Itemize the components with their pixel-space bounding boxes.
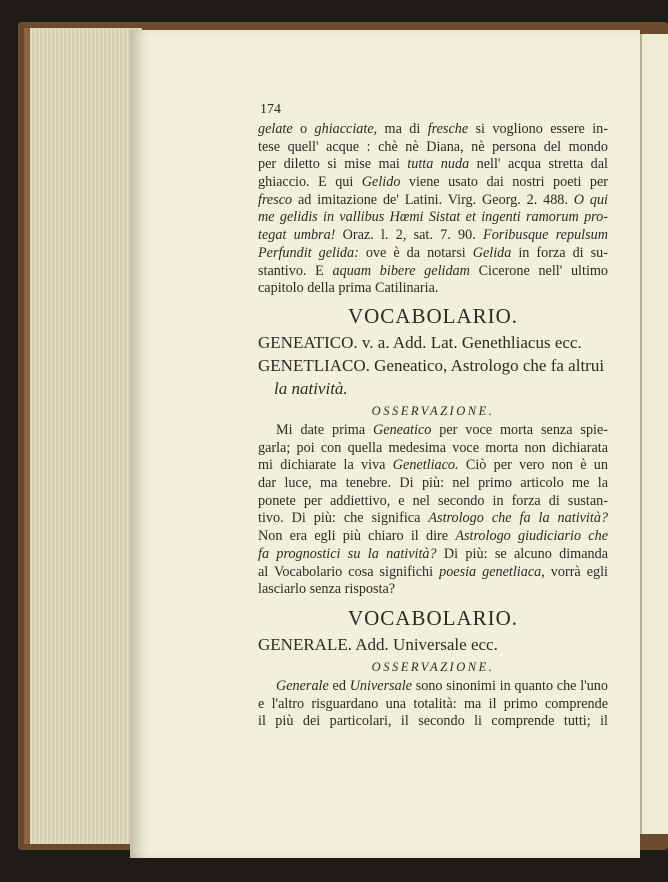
text-line [258,227,608,245]
italic-text: me gelidis in vallibus Hœmi Sistat et ingenti ramorum pro- [258,209,608,226]
section-heading: VOCABOLARIO. [347,606,519,630]
text-run: ed [328,678,350,694]
italic-text: Geneatico [373,422,432,438]
text-line [258,156,608,174]
text-run: ecc. [466,635,498,654]
text-run: lasciarlo senza risposta? [258,581,396,598]
text-run: Di più: se alcuno dimanda [436,545,609,562]
text-run: per voce morta senza spie- [431,422,608,438]
text-line [258,192,608,210]
italic-text: Universale [349,678,412,694]
text-run: capitolo della prima Catilinaria. [258,280,439,297]
text-run: Oraz. l. 2, sat. 7. 90. [335,227,484,244]
italic-text: Generale [276,678,329,694]
text-line [258,581,608,599]
section-generale [258,603,608,731]
text-line [258,493,608,511]
italic-text: tegat umbra! [258,227,336,244]
entry-genetliaco [258,354,608,377]
entry-generale [258,633,608,656]
text-line [258,678,608,696]
italic-text: fa prognostici su la natività? [258,545,437,562]
text-run: GENERALE. [258,635,356,654]
text-run: , ma di [373,121,428,137]
italic-text: Astrologo che fa la natività? [428,510,609,527]
italic-text: poesia genetliaca [439,563,542,580]
text-line [258,139,608,157]
text-run: ad imitazione de' Latini. Virg. Georg. 2. 488. [292,191,574,208]
section-geneatico [258,301,608,599]
italic-text: Foribusque repulsum [483,227,608,244]
italic-text: Astrologo giudiciario che [455,528,608,545]
text-line [258,440,608,458]
text-run: ove è da notarsi [358,244,473,261]
italic-text: tutta nuda [407,156,470,173]
italic-text: Perfundit gelida: [258,244,359,261]
text-run: o [292,121,315,137]
text-run: tivo. Di più: che significa [258,510,429,527]
italic-text: Genetliaco. [392,457,459,474]
italic-text: Gelida [472,244,512,261]
section-heading: VOCABOLARIO. [347,304,519,328]
text-line [258,564,608,582]
text-run: Mi date prima [276,422,374,438]
text-run: viene usato dai nostri poeti per [400,174,608,191]
text-run: ghiaccio. E qui [258,174,362,191]
text-run: Non era egli più chiaro il dire [258,528,456,545]
text-line [258,422,608,440]
italic-text: Add. [392,333,427,352]
observation-body [258,678,608,731]
facing-page [640,34,668,834]
text-run: nell' acqua stretta dal [469,156,608,173]
text-line [258,121,608,139]
text-line [258,209,608,227]
text-line [258,457,608,475]
text-line [258,528,608,546]
observation-heading: OSSERVAZIONE. [371,660,495,674]
italic-text: Geneatico, Astrologo che fa altrui [374,356,605,375]
text-run: Lat. [426,333,462,352]
text-run: mi dichiarate la viva [258,457,393,474]
italic-text: ghiacciate [314,121,374,137]
text-line [258,696,608,714]
italic-text: Gelido [361,174,401,191]
text-run: al Vocabolario cosa significhi [258,563,440,580]
text-line [258,263,608,281]
text-run: Cicerone nell' ultimo [469,262,609,279]
observation-heading: OSSERVAZIONE. [371,404,495,418]
text-line [258,510,608,528]
text-run: garla; poi con quella medesima voce morta non dichiarata [258,439,608,456]
italic-text: gelate [258,121,293,137]
page-edges [24,28,142,844]
text-run: per diletto si mise mai [258,156,408,173]
text-run: si vogliono essere in- [468,121,608,137]
paragraph-gelido [258,121,608,298]
text-line [258,546,608,564]
italic-text: Add. Universale [355,635,467,654]
text-run: v. a. [361,333,393,352]
text-line [258,245,608,263]
italic-text: O qui [573,191,608,208]
text-run: ponete per addiettivo, e nel secondo in forza di sustan- [258,492,608,509]
text-line [258,713,608,731]
italic-text: aquam bibere gelidam [332,262,470,279]
text-run: ecc. [550,333,582,352]
italic-text: Genethliacus [461,333,551,352]
text-run: , vorrà egli [541,563,608,580]
text-run: Ciò per vero non è un [458,457,608,474]
entry-geneatico [258,331,608,354]
text-run: e l'altro risguardano una totalità: ma il primo comprende [258,695,608,712]
text-line [258,174,608,192]
entry-genetliaco-cont: la natività. [274,379,348,398]
text-run: il più dei particolari, il secondo li comprende tutti; il [258,713,608,730]
text-run: GENETLIACO. [258,356,375,375]
text-line [258,475,608,493]
text-run: tese quell' acque : chè nè Diana, nè persona del mondo [258,138,608,155]
text-run: in forza di su- [511,244,608,261]
text-line [258,280,608,298]
page-number: 174 [260,102,281,117]
text-run: dar luce, ma tenebre. Di più: nel primo articolo me la [258,475,608,492]
observation-body [258,422,608,599]
italic-text: fresco [258,191,293,208]
text-run: stantivo. E [258,262,333,279]
text-run: GENEATICO. [258,333,362,352]
italic-text: fresche [427,121,469,137]
text-run: sono sinonimi in quanto che l'uno [411,678,608,694]
